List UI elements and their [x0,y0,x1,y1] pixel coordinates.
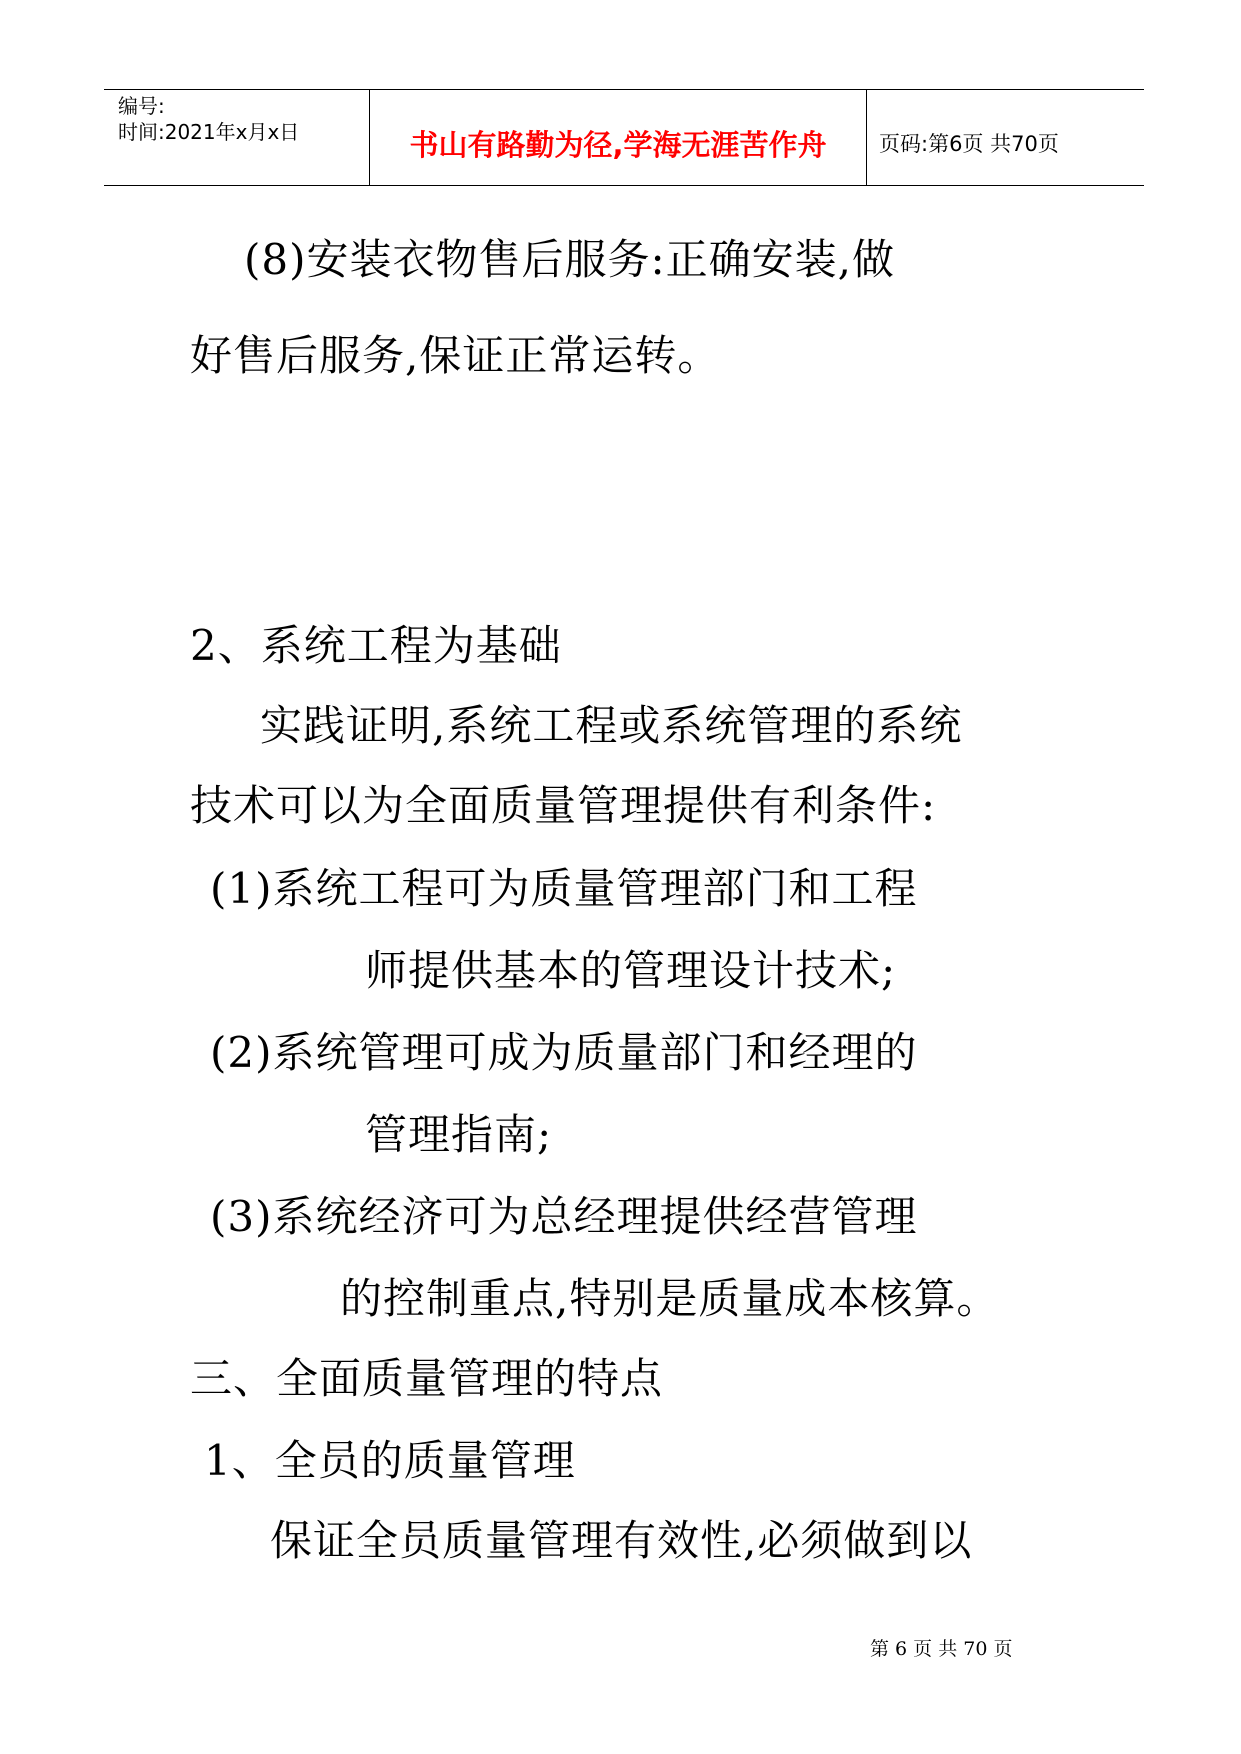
document-time-label: 时间:2021年x月x日 [118,120,300,144]
paragraph-line: 好售后服务,保证正常运转。 [190,331,721,380]
header-page-cell [867,90,1144,185]
header-meta-cell [104,90,369,185]
paragraph-line: 保证全员质量管理有效性,必须做到以 [270,1516,973,1565]
list-item: (1)系统工程可为质量管理部门和工程 [210,864,918,913]
header-page-info: 页码:第6页 共70页 [879,131,1059,156]
header-motto-cell [369,90,867,185]
paragraph-line: (8)安装衣物售后服务:正确安装,做 [244,235,895,284]
page-header [104,89,1144,186]
list-item-continuation: 管理指南; [365,1110,553,1159]
paragraph-line: 实践证明,系统工程或系统管理的系统 [260,701,963,750]
list-item-continuation: 师提供基本的管理设计技术; [365,946,897,995]
subsection-heading: 1、全员的质量管理 [204,1436,576,1485]
header-motto: 书山有路勤为径,学海无涯苦作舟 [409,128,827,162]
list-item: (2)系统管理可成为质量部门和经理的 [210,1028,918,1077]
section-heading: 三、全面质量管理的特点 [190,1354,664,1403]
document-number-label: 编号: [118,94,165,118]
page-footer-number: 第 6 页 共 70 页 [870,1638,1013,1660]
section-heading: 2、系统工程为基础 [190,621,562,670]
list-item-continuation: 的控制重点,特别是质量成本核算。 [340,1274,1000,1323]
list-item: (3)系统经济可为总经理提供经营管理 [210,1192,918,1241]
paragraph-line: 技术可以为全面质量管理提供有利条件: [190,781,937,830]
